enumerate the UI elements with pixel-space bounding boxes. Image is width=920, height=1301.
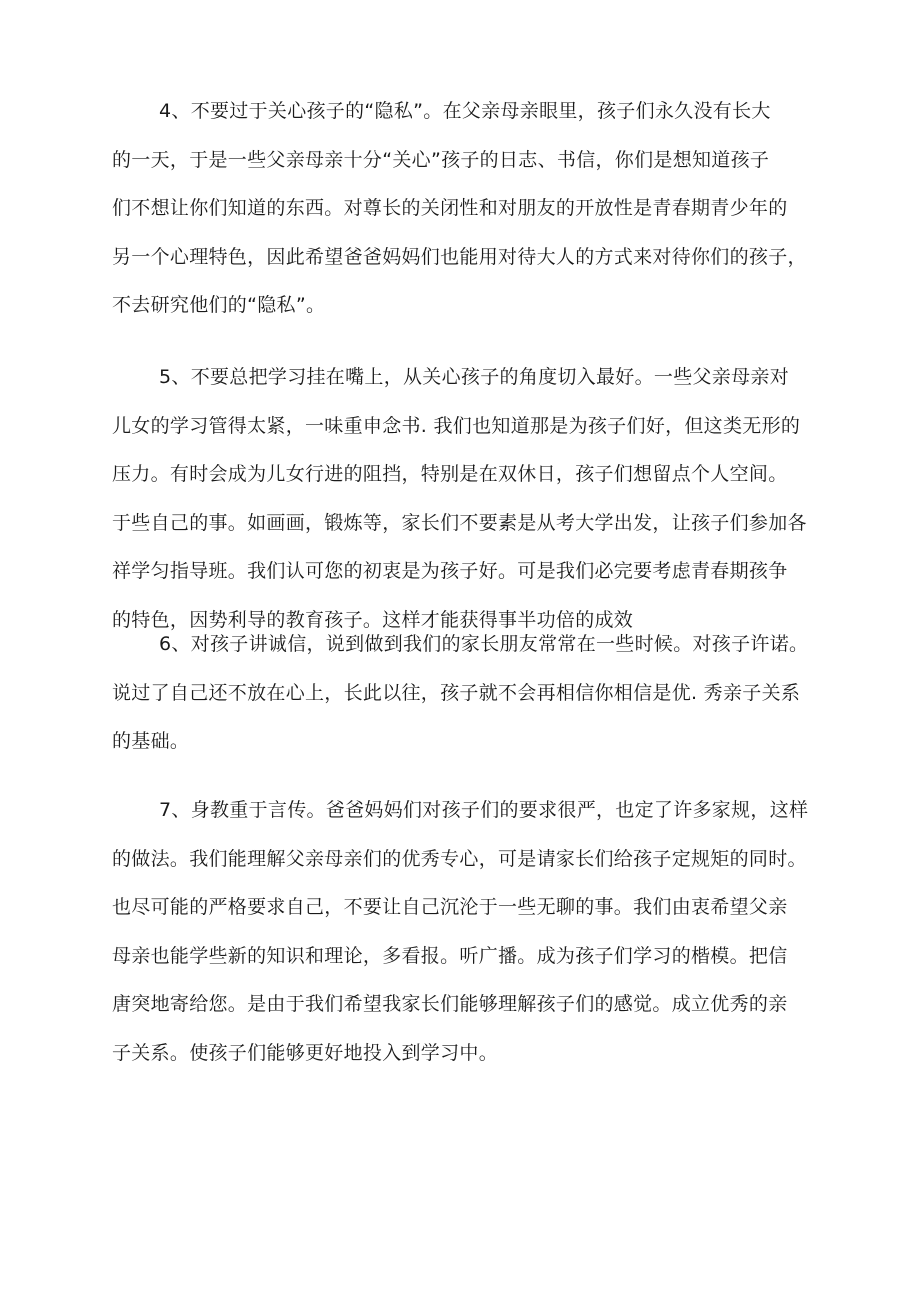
text-line: 另一个心理特色，因此希望爸爸妈妈们也能用对待大人的方式来对待你们的孩子， [112, 245, 807, 268]
text-line: 说过了自己还不放在心上，长此以往，孩子就不会再相信你相信是优. 秀亲子关系 [112, 681, 801, 704]
text-line: 7、身教重于言传。爸爸妈妈们对孩子们的要求很严，也定了许多家规，这样 [159, 799, 809, 821]
text-line: 的基础。 [112, 730, 190, 752]
text-line: 压力。有时会成为儿女行进的阻挡，特别是在双休日，孩子们想留点个人空间。 [112, 463, 788, 485]
text-line: 儿女的学习管得太紧，一味重申念书. 我们也知道那是为孩子们好，但这类无形的 [112, 414, 801, 437]
paragraph-4 [112, 87, 812, 330]
paragraph-7 [112, 786, 812, 1077]
text-line: 不去研究他们的“隐私”。 [112, 294, 326, 316]
paragraph-5 [112, 353, 812, 644]
text-line: 的做法。我们能理解父亲母亲们的优秀专心，可是请家长们给孩子定规矩的同时。 [112, 847, 807, 870]
text-line: 唐突地寄给您。是由于我们希望我家长们能够理解孩子们的感觉。成立优秀的亲 [112, 993, 788, 1015]
text-line: 的特色，因势利导的教育孩子。这样才能获得事半功倍的成效 [112, 608, 634, 631]
text-line: 母亲也能学些新的知识和理论，多看报。听广播。成为孩子们学习的楷模。把信 [112, 944, 788, 967]
text-line: 祥学匀指导班。我们认可您的初衷是为孩子好。可是我们必完要考虑青春期孩争 [112, 560, 788, 582]
text-line: 5、不要总把学习挂在嘴上，从关心孩子的角度切入最好。一些父亲母亲对 [159, 366, 789, 388]
paragraph-6 [112, 620, 812, 766]
text-line: 也尽可能的严格要求自己，不要让自己沉沦于一些无聊的事。我们由衷希望父亲 [112, 896, 788, 918]
text-line: 们不想让你们知道的东西。对尊长的关闭性和对朋友的开放性是青春期青少年的 [112, 197, 788, 219]
text-line: 于些自己的事。如画画，锻炼等，家长们不要素是从考大学出发，让孩子们参加各 [112, 511, 807, 534]
text-line: 子关系。使孩子们能够更好地投入到学习中。 [112, 1041, 499, 1064]
text-line: 6、对孩子讲诚信，说到做到我们的家长朋友常常在一些时候。对孩子许诺。 [159, 633, 809, 655]
text-line: 4、不要过于关心孩子的“隐私”。在父亲母亲眼里，孩子们永久没有长大 [159, 100, 771, 122]
text-line: 的一天，于是一些父亲母亲十分“关心”孩子的日志、书信，你们是想知道孩子 [112, 148, 770, 171]
